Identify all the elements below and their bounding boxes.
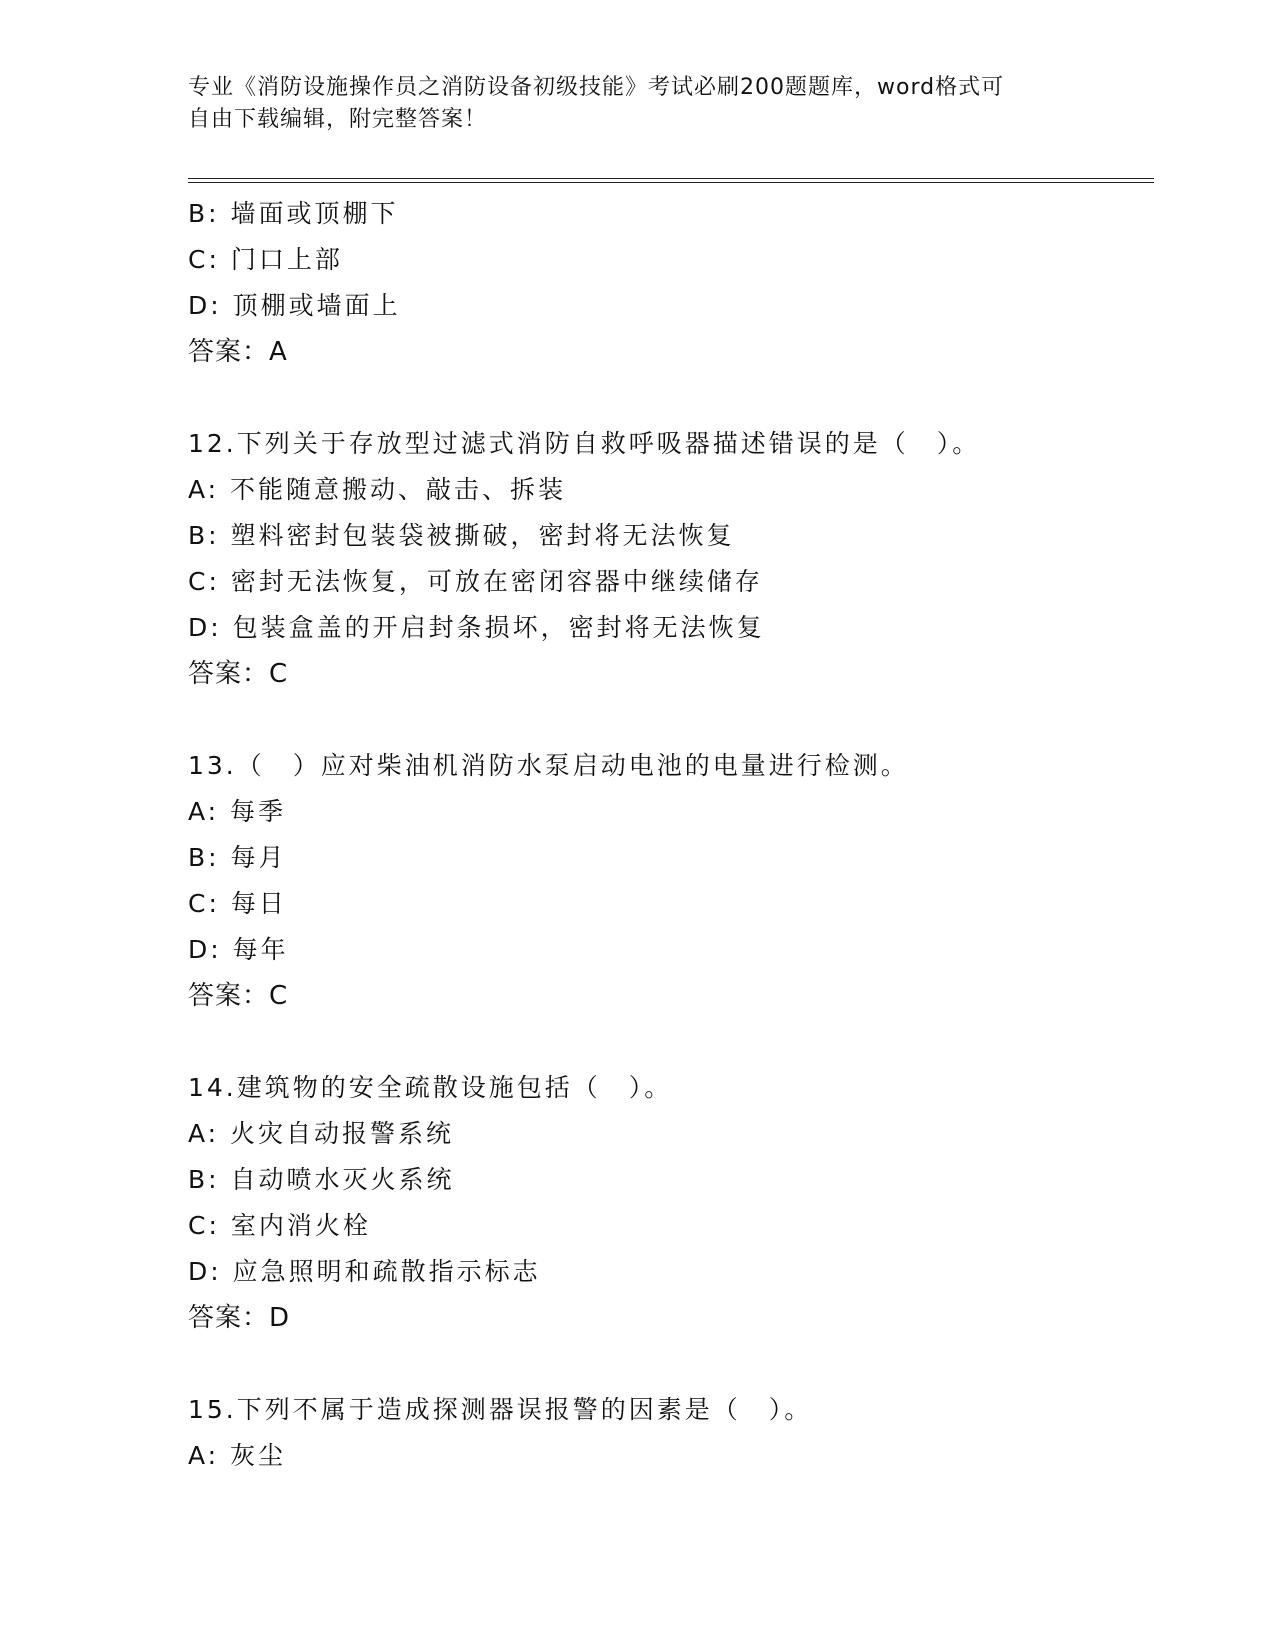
option-a: A: 火灾自动报警系统: [188, 1119, 455, 1148]
option-b: B: 塑料密封包装袋被撕破，密封将无法恢复: [188, 521, 735, 550]
question-text: 13.（ ）应对柴油机消防水泵启动电池的电量进行检测。: [188, 751, 909, 780]
option-b: B: 每月: [188, 843, 287, 872]
question-block-11: [188, 191, 1154, 375]
spacer: [188, 697, 1154, 743]
answer-line: 答案：C: [188, 659, 289, 689]
option-d: D: 顶棚或墙面上: [188, 291, 401, 320]
answer-line: 答案：D: [188, 1303, 291, 1333]
option-a: A: 每季: [188, 797, 287, 826]
option-b: B: 墙面或顶棚下: [188, 199, 399, 228]
question-text: 15.下列不属于造成探测器误报警的因素是（ ）。: [188, 1395, 813, 1424]
question-text: 12.下列关于存放型过滤式消防自救呼吸器描述错误的是（ ）。: [188, 429, 981, 458]
question-block-15: [188, 1387, 1154, 1479]
option-d: D: 应急照明和疏散指示标志: [188, 1257, 541, 1286]
option-c: C: 室内消火栓: [188, 1211, 371, 1240]
document-header: [188, 72, 1088, 136]
question-text: 14.建筑物的安全疏散设施包括（ ）。: [188, 1073, 673, 1102]
header-divider-top: [188, 178, 1154, 179]
question-block-12: [188, 421, 1154, 697]
spacer: [188, 375, 1154, 421]
answer-line: 答案：C: [188, 981, 289, 1011]
option-c: C: 密封无法恢复，可放在密闭容器中继续储存: [188, 567, 763, 596]
option-c: C: 门口上部: [188, 245, 343, 274]
question-block-13: [188, 743, 1154, 1019]
header-line-1: 专业《消防设施操作员之消防设备初级技能》考试必刷200题题库，word格式可: [188, 75, 1005, 100]
option-a: A: 不能随意搬动、敲击、拆装: [188, 475, 567, 504]
header-divider-bottom: [188, 182, 1154, 183]
question-block-14: [188, 1065, 1154, 1341]
option-d: D: 包装盒盖的开启封条损坏，密封将无法恢复: [188, 613, 765, 642]
spacer: [188, 1341, 1154, 1387]
option-c: C: 每日: [188, 889, 287, 918]
answer-line: 答案：A: [188, 337, 288, 367]
header-line-2: 自由下载编辑，附完整答案！: [188, 107, 488, 132]
option-b: B: 自动喷水灭火系统: [188, 1165, 455, 1194]
option-d: D: 每年: [188, 935, 289, 964]
option-a: A: 灰尘: [188, 1441, 287, 1470]
spacer: [188, 1019, 1154, 1065]
question-content: [188, 191, 1154, 1479]
